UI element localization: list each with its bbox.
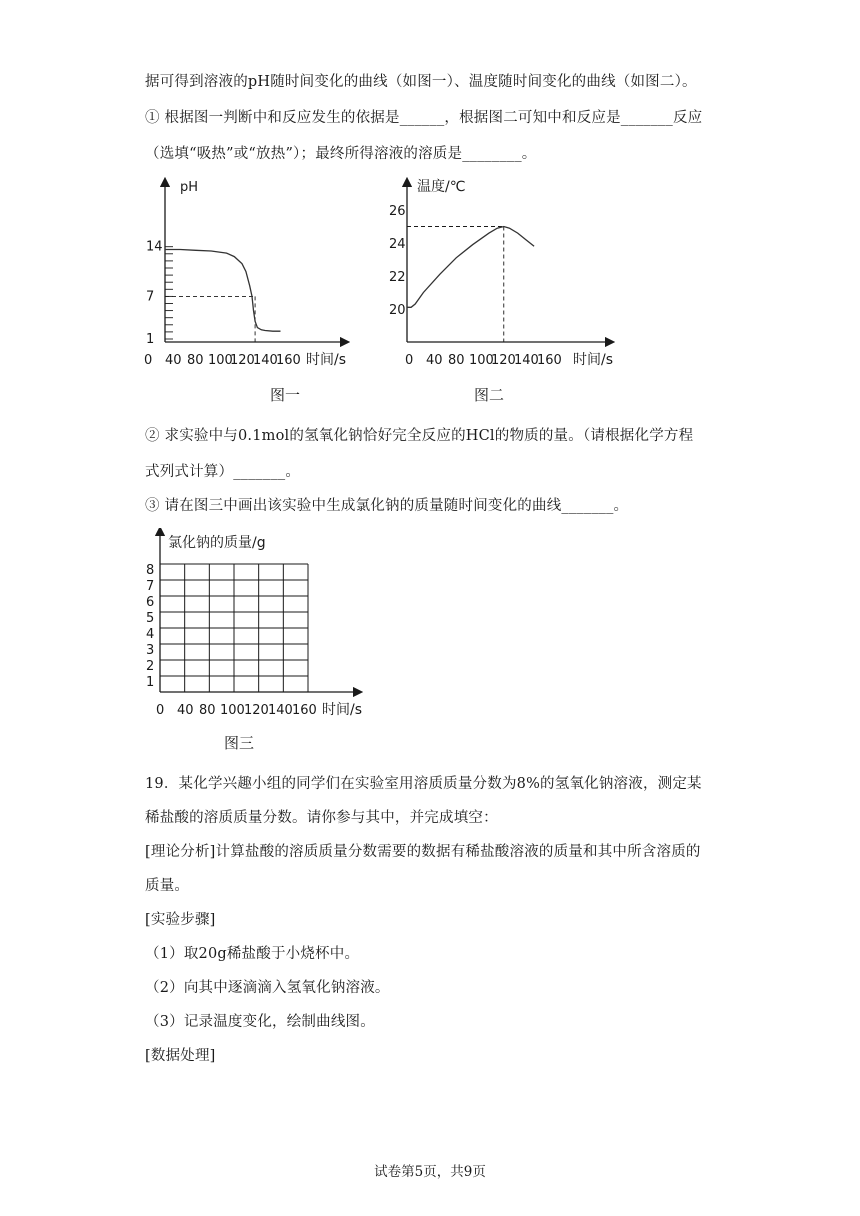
x-tick-label: 120 (230, 353, 255, 368)
x-tick-label: 120 (244, 703, 269, 718)
ph-chart-svg (140, 172, 360, 377)
x-axis-label: 时间/s (322, 702, 363, 718)
figure-1-ph-chart (140, 172, 360, 381)
text-line: 质量。 (145, 878, 190, 894)
figure-3-caption: 图三 (224, 734, 255, 752)
x-axis-label: 时间/s (306, 352, 347, 368)
x-tick-label: 0 (156, 703, 165, 718)
y-tick-label: 22 (389, 270, 406, 285)
x-tick-label: 40 (165, 353, 182, 368)
text-line: 稀盐酸的溶质质量分数。请你参与其中，并完成填空： (145, 810, 498, 826)
x-tick-label: 100 (208, 353, 233, 368)
x-tick-label: 160 (276, 353, 301, 368)
y-tick-label: 4 (146, 627, 155, 642)
page-footer: 试卷第5页，共9页 (374, 1164, 486, 1180)
y-tick-label: 3 (146, 643, 155, 658)
y-axis-label: pH (180, 180, 199, 195)
figure-2-temperature-chart (385, 172, 625, 381)
x-tick-label: 160 (292, 703, 317, 718)
nacl-grid-svg (140, 528, 380, 723)
x-tick-label: 0 (144, 353, 153, 368)
y-tick-label: 6 (146, 595, 155, 610)
y-tick-label: 8 (146, 563, 155, 578)
y-tick-label: 1 (146, 332, 155, 347)
y-tick-label: 24 (389, 237, 406, 252)
x-tick-label: 140 (268, 703, 293, 718)
x-tick-label: 0 (405, 353, 414, 368)
x-tick-label: 140 (514, 353, 539, 368)
question-part-3: ③ 请在图三中画出该实验中生成氯化钠的质量随时间变化的曲线_______。 (145, 498, 629, 514)
y-tick-label: 7 (146, 289, 155, 305)
figure-2-caption: 图二 (474, 386, 505, 404)
x-tick-label: 40 (177, 703, 194, 718)
y-tick-label: 20 (389, 303, 406, 318)
step-2: （2）向其中逐滴滴入氢氧化钠溶液。 (145, 980, 390, 996)
y-axis-label: 氯化钠的质量/g (168, 535, 266, 551)
y-tick-label: 1 (146, 675, 155, 690)
step-3: （3）记录温度变化，绘制曲线图。 (145, 1014, 375, 1030)
x-tick-label: 100 (469, 353, 494, 368)
question-19: 19．某化学兴趣小组的同学们在实验室用溶质质量分数为8%的氢氧化钠溶液，测定某 (145, 776, 702, 792)
y-tick-label: 5 (146, 611, 155, 626)
y-tick-label: 26 (389, 204, 406, 219)
x-tick-label: 100 (220, 703, 245, 718)
theory-analysis: [理论分析]计算盐酸的溶质质量分数需要的数据有稀盐酸溶液的质量和其中所含溶质的 (145, 844, 701, 860)
x-tick-label: 140 (253, 353, 278, 368)
question-part-1: ① 根据图一判断中和反应发生的依据是______，根据图二可知中和反应是_______反应 (145, 110, 703, 126)
figure-1-caption: 图一 (270, 386, 301, 404)
text-line: 式列式计算）_______。 (145, 464, 301, 480)
step-1: （1）取20g稀盐酸于小烧杯中。 (145, 946, 360, 962)
section-data-processing: [数据处理] (145, 1048, 216, 1064)
x-tick-label: 40 (426, 353, 443, 368)
x-tick-label: 120 (491, 353, 516, 368)
x-axis-label: 时间/s (573, 352, 614, 368)
question-part-2: ② 求实验中与0.1mol的氢氧化钠恰好完全反应的HCl的物质的量。（请根据化学方程 (145, 428, 694, 444)
ph-curve (165, 250, 281, 332)
y-tick-label: 2 (146, 659, 155, 674)
y-axis-label: 温度/℃ (417, 179, 466, 195)
text-line: 据可得到溶液的pH随时间变化的曲线（如图一）、温度随时间变化的曲线（如图二）。 (145, 74, 697, 90)
x-tick-label: 80 (187, 353, 204, 368)
figure-3-nacl-grid (140, 528, 380, 727)
x-tick-label: 80 (199, 703, 216, 718)
section-experiment-steps: [实验步骤] (145, 912, 216, 928)
y-tick-label: 7 (146, 579, 155, 594)
y-tick-label: 14 (146, 239, 163, 255)
text-line: （选填“吸热”或“放热”）；最终所得溶液的溶质是________。 (145, 146, 537, 162)
temperature-chart-svg (385, 172, 625, 377)
x-tick-label: 80 (448, 353, 465, 368)
temperature-curve (407, 227, 534, 308)
x-tick-label: 160 (537, 353, 562, 368)
